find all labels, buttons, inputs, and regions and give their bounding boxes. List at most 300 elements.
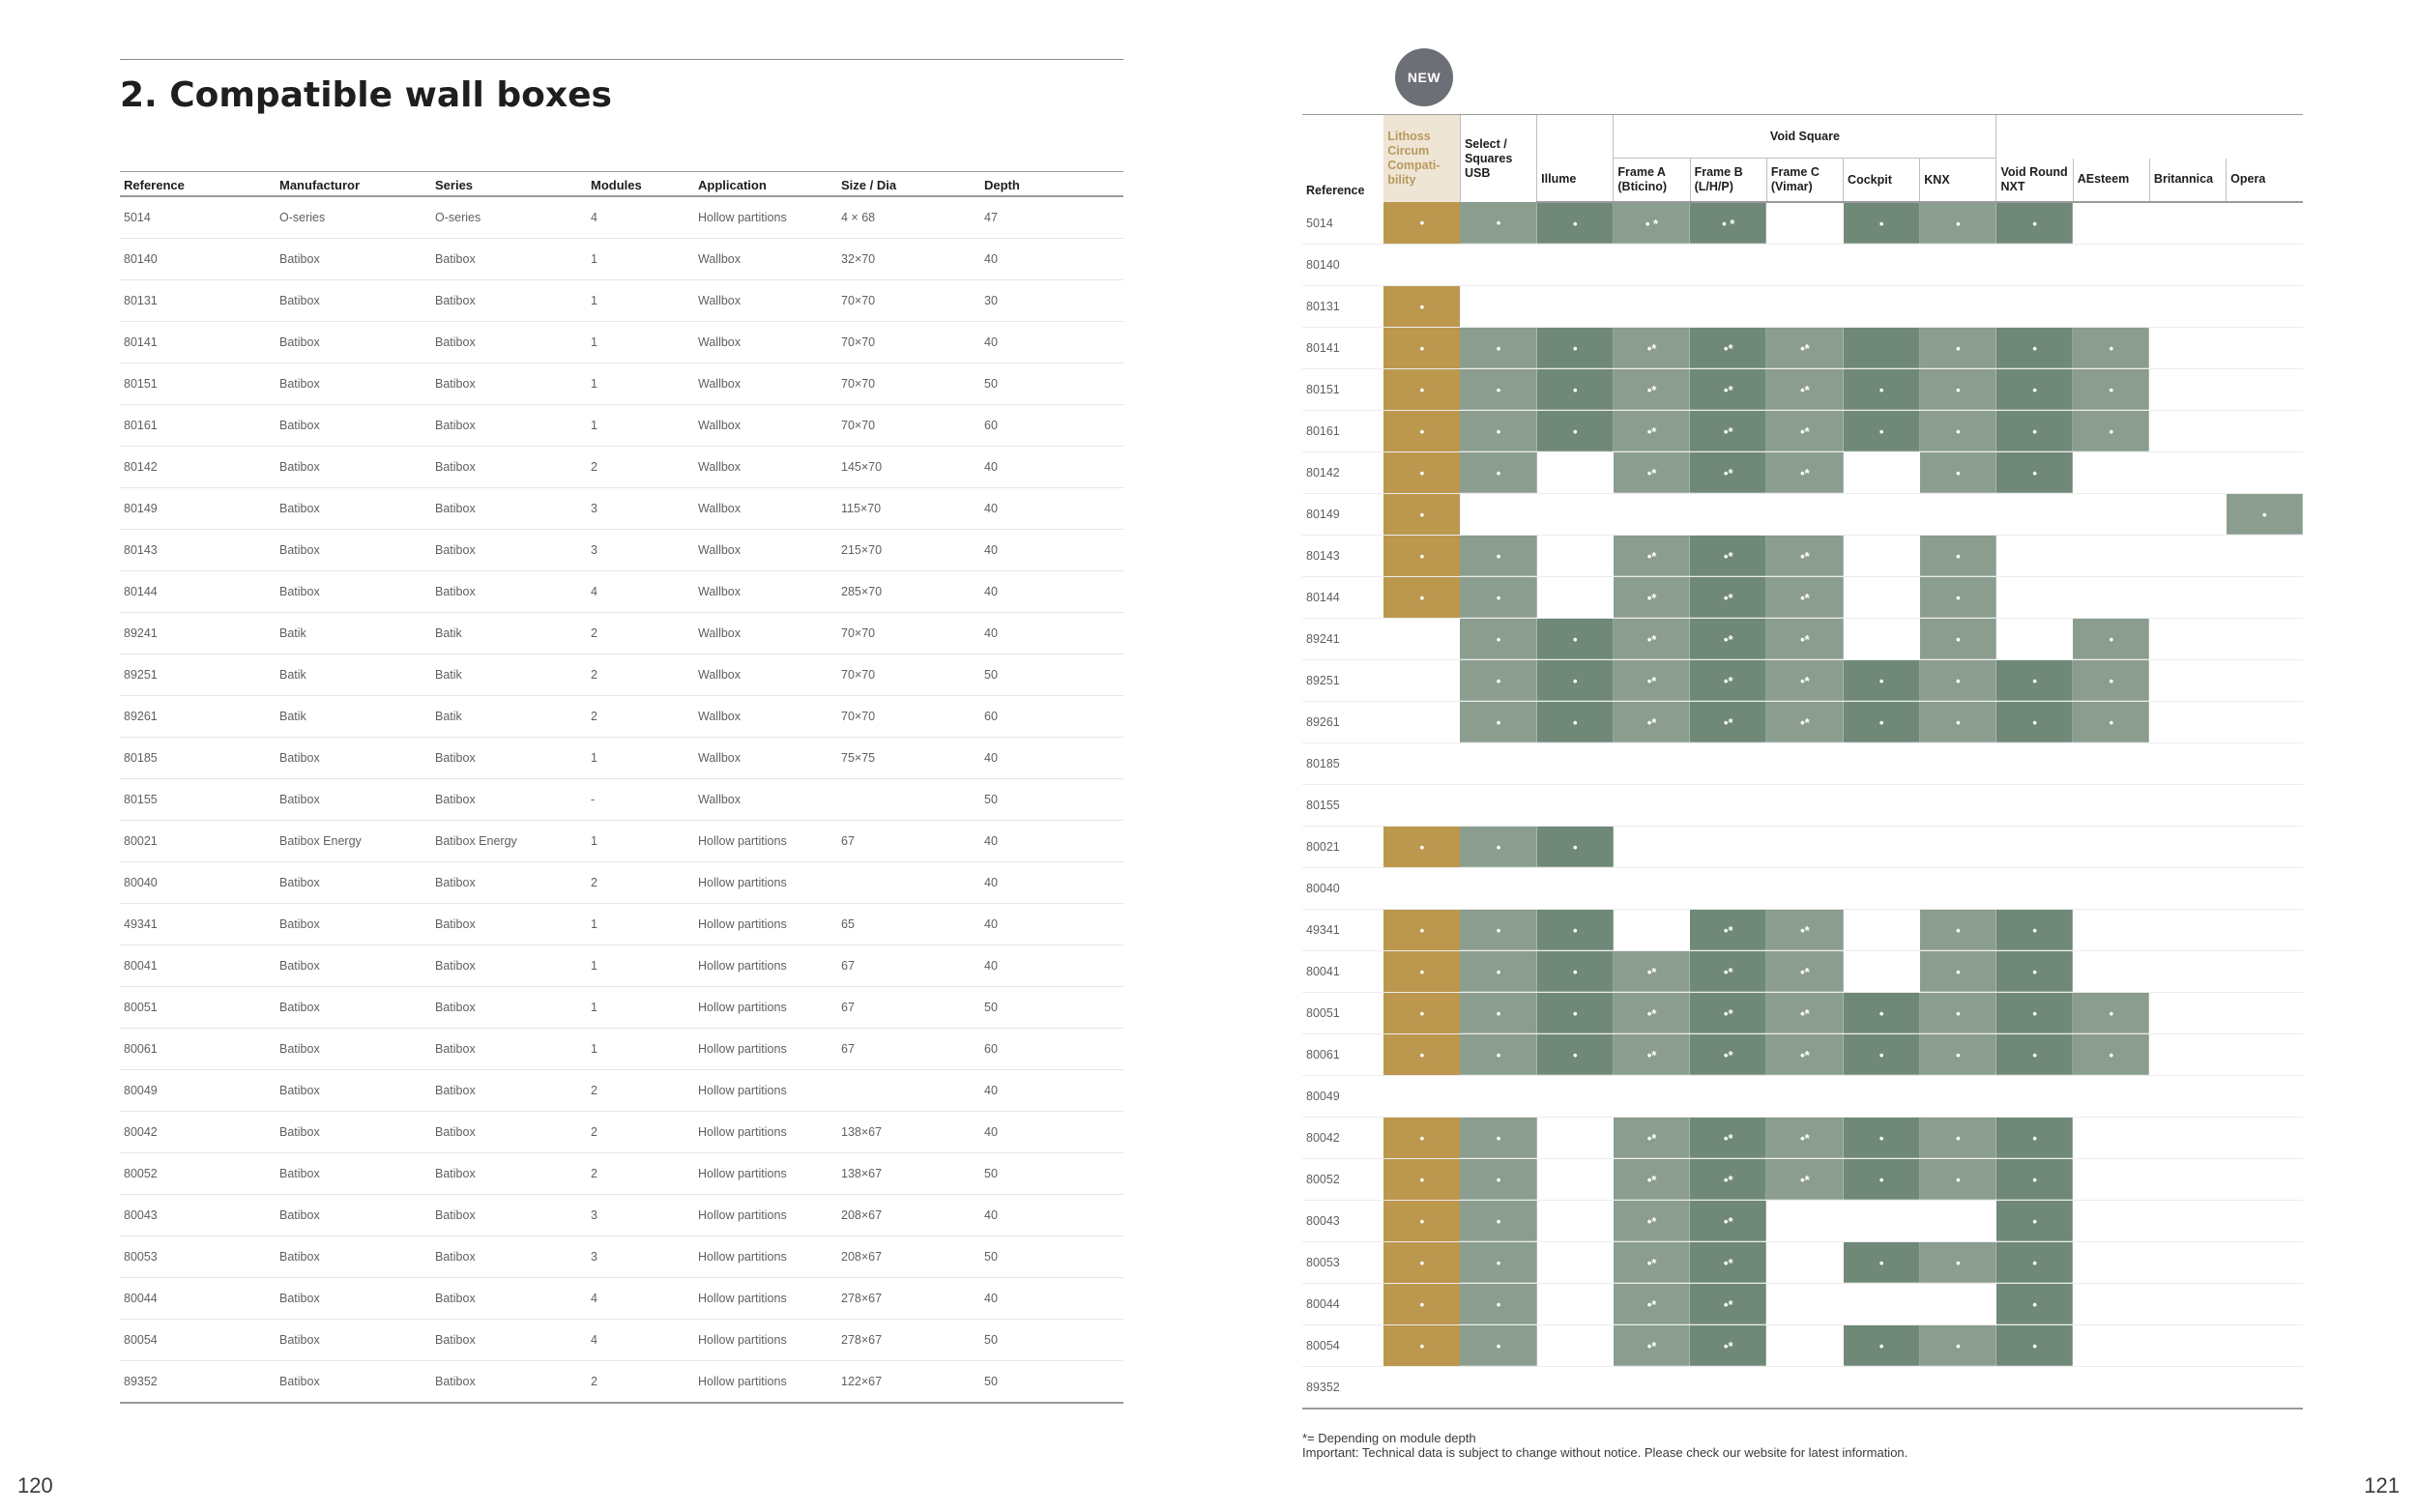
compatibility-mark: •* bbox=[1723, 1130, 1733, 1146]
matrix-cell-cockpit bbox=[1844, 411, 1920, 452]
matrix-cell-reference: 80021 bbox=[1302, 827, 1383, 868]
matrix-cell-britannica bbox=[2149, 1076, 2226, 1118]
spec-cell-depth: 50 bbox=[980, 1361, 1123, 1404]
matrix-cell-britannica bbox=[2149, 1325, 2226, 1367]
matrix-cell-reference: 80051 bbox=[1302, 993, 1383, 1034]
matrix-cell-reference: 80041 bbox=[1302, 951, 1383, 993]
matrix-cell-select bbox=[1460, 619, 1536, 660]
compatibility-mark: • bbox=[2109, 1047, 2114, 1062]
matrix-cell-illume bbox=[1537, 369, 1614, 411]
matrix-cell-illume bbox=[1537, 951, 1614, 993]
matrix-cell-cockpit bbox=[1844, 1242, 1920, 1284]
matrix-cell-illume bbox=[1537, 743, 1614, 785]
matrix-row bbox=[1302, 785, 2303, 827]
compatibility-mark: • bbox=[2032, 964, 2037, 979]
matrix-row bbox=[1302, 1118, 2303, 1159]
matrix-cell-illume bbox=[1537, 1118, 1614, 1159]
matrix-cell-frame-a bbox=[1614, 660, 1690, 702]
matrix-cell-void-round bbox=[1996, 951, 2073, 993]
compatibility-mark: •* bbox=[1646, 964, 1657, 979]
matrix-cell-lithoss bbox=[1383, 868, 1460, 910]
spec-cell-series: Batibox bbox=[431, 363, 587, 405]
matrix-cell-lithoss bbox=[1383, 660, 1460, 702]
matrix-cell-opera bbox=[2227, 494, 2303, 536]
spec-cell-application: Hollow partitions bbox=[694, 1361, 837, 1404]
spec-cell-reference: 80053 bbox=[120, 1236, 276, 1278]
matrix-cell-illume bbox=[1537, 328, 1614, 369]
matrix-cell-frame-b bbox=[1690, 702, 1766, 743]
compatibility-mark: • bbox=[1956, 673, 1961, 688]
compatibility-mark: •* bbox=[1646, 382, 1657, 397]
spec-cell-series: Batibox bbox=[431, 1320, 587, 1361]
spec-cell-depth: 50 bbox=[980, 987, 1123, 1029]
spec-cell-size: 122×67 bbox=[837, 1361, 980, 1404]
matrix-cell-select bbox=[1460, 286, 1536, 328]
compatibility-mark: • bbox=[2109, 714, 2114, 730]
spec-cell-series: Batibox bbox=[431, 280, 587, 322]
spec-cell-modules: 2 bbox=[587, 696, 694, 738]
matrix-cell-frame-c bbox=[1766, 1159, 1843, 1201]
matrix-row bbox=[1302, 577, 2303, 619]
matrix-cell-aesteem bbox=[2073, 536, 2149, 577]
matrix-cell-opera bbox=[2227, 411, 2303, 452]
matrix-cell-frame-c bbox=[1766, 411, 1843, 452]
matrix-cell-select bbox=[1460, 245, 1536, 286]
compatibility-mark: • bbox=[2032, 922, 2037, 938]
matrix-cell-knx bbox=[1920, 286, 1996, 328]
spec-cell-manufacturor: Batibox bbox=[276, 239, 431, 280]
matrix-cell-reference: 80185 bbox=[1302, 743, 1383, 785]
matrix-cell-cockpit bbox=[1844, 328, 1920, 369]
matrix-cell-select bbox=[1460, 536, 1536, 577]
matrix-cell-select bbox=[1460, 1034, 1536, 1076]
spec-cell-series: Batibox bbox=[431, 1029, 587, 1070]
matrix-cell-frame-b bbox=[1690, 1118, 1766, 1159]
compatibility-mark: •* bbox=[1723, 714, 1733, 730]
compatibility-mark: • bbox=[1419, 1005, 1425, 1021]
matrix-cell-illume bbox=[1537, 202, 1614, 245]
matrix-cell-frame-c bbox=[1766, 1076, 1843, 1118]
compatibility-mark: • bbox=[1419, 1213, 1425, 1229]
matrix-cell-frame-a bbox=[1614, 910, 1690, 951]
spec-cell-modules: 1 bbox=[587, 280, 694, 322]
matrix-cell-illume bbox=[1537, 1242, 1614, 1284]
compatibility-mark: • bbox=[1878, 714, 1884, 730]
matrix-cell-cockpit bbox=[1844, 1325, 1920, 1367]
matrix-cell-opera bbox=[2227, 619, 2303, 660]
compatibility-mark: • bbox=[2032, 1005, 2037, 1021]
spec-cell-modules: 1 bbox=[587, 945, 694, 987]
compatibility-mark: • bbox=[1496, 1047, 1501, 1062]
compatibility-mark: • bbox=[1419, 1296, 1425, 1312]
matrix-cell-select bbox=[1460, 1367, 1536, 1410]
compatibility-mark: •* bbox=[1723, 964, 1733, 979]
spec-row bbox=[120, 1236, 1123, 1278]
matrix-cell-frame-a bbox=[1614, 452, 1690, 494]
compatibility-mark: • bbox=[1956, 1047, 1961, 1062]
spec-cell-reference: 49341 bbox=[120, 904, 276, 945]
spec-cell-application: Hollow partitions bbox=[694, 904, 837, 945]
compatibility-mark: • bbox=[1573, 673, 1578, 688]
top-rule bbox=[120, 59, 1123, 60]
compatibility-mark: • bbox=[1878, 1005, 1884, 1021]
matrix-cell-select bbox=[1460, 868, 1536, 910]
spec-cell-reference: 80040 bbox=[120, 862, 276, 904]
matrix-cell-void-round bbox=[1996, 1201, 2073, 1242]
spec-cell-size: 70×70 bbox=[837, 280, 980, 322]
matrix-header-reference: Reference bbox=[1302, 115, 1383, 203]
spec-cell-manufacturor: Batibox bbox=[276, 1320, 431, 1361]
compatibility-mark: • bbox=[2032, 1338, 2037, 1353]
spec-cell-application: Wallbox bbox=[694, 239, 837, 280]
spec-row bbox=[120, 945, 1123, 987]
matrix-cell-knx bbox=[1920, 1325, 1996, 1367]
matrix-cell-aesteem bbox=[2073, 702, 2149, 743]
matrix-cell-reference: 80043 bbox=[1302, 1201, 1383, 1242]
spec-cell-size: 215×70 bbox=[837, 530, 980, 571]
matrix-cell-knx bbox=[1920, 369, 1996, 411]
compatibility-mark: • bbox=[1419, 299, 1425, 314]
spec-cell-depth: 40 bbox=[980, 447, 1123, 488]
compatibility-mark: •* bbox=[1723, 465, 1733, 480]
compatibility-mark: • bbox=[1956, 1130, 1961, 1146]
matrix-cell-frame-a bbox=[1614, 369, 1690, 411]
matrix-header-select: Select / Squares USB bbox=[1460, 115, 1536, 203]
compatibility-mark: • bbox=[1419, 1172, 1425, 1187]
spec-cell-reference: 80061 bbox=[120, 1029, 276, 1070]
matrix-cell-knx bbox=[1920, 1367, 1996, 1410]
spec-cell-series: Batibox bbox=[431, 945, 587, 987]
matrix-row bbox=[1302, 1367, 2303, 1410]
matrix-cell-frame-b bbox=[1690, 743, 1766, 785]
matrix-cell-frame-b bbox=[1690, 1242, 1766, 1284]
spec-cell-application: Hollow partitions bbox=[694, 945, 837, 987]
page-number-right: 121 bbox=[2364, 1473, 2400, 1497]
footnote-depth: *= Depending on module depth bbox=[1302, 1431, 1476, 1445]
spec-cell-manufacturor: Batibox bbox=[276, 1112, 431, 1153]
spec-row bbox=[120, 1153, 1123, 1195]
spec-cell-manufacturor: Batibox Energy bbox=[276, 821, 431, 862]
matrix-header-aesteem: AEsteem bbox=[2073, 159, 2149, 203]
spec-cell-reference: 80131 bbox=[120, 280, 276, 322]
matrix-cell-reference: 89241 bbox=[1302, 619, 1383, 660]
spec-cell-depth: 40 bbox=[980, 322, 1123, 363]
spec-cell-modules: 2 bbox=[587, 862, 694, 904]
matrix-cell-lithoss bbox=[1383, 1242, 1460, 1284]
matrix-cell-reference: 80053 bbox=[1302, 1242, 1383, 1284]
matrix-cell-knx bbox=[1920, 1242, 1996, 1284]
matrix-header-cockpit: Cockpit bbox=[1844, 159, 1920, 203]
spec-cell-depth: 50 bbox=[980, 779, 1123, 821]
matrix-cell-void-round bbox=[1996, 369, 2073, 411]
compatibility-mark: •* bbox=[1723, 1047, 1733, 1062]
matrix-cell-britannica bbox=[2149, 1118, 2226, 1159]
spec-cell-reference: 80140 bbox=[120, 239, 276, 280]
matrix-cell-frame-c bbox=[1766, 743, 1843, 785]
spec-cell-depth: 60 bbox=[980, 1029, 1123, 1070]
compatibility-mark: • bbox=[2109, 340, 2114, 356]
matrix-cell-frame-c bbox=[1766, 245, 1843, 286]
spec-cell-reference: 80142 bbox=[120, 447, 276, 488]
spec-cell-depth: 60 bbox=[980, 696, 1123, 738]
header-depth: Depth bbox=[980, 172, 1123, 197]
matrix-cell-cockpit bbox=[1844, 743, 1920, 785]
spec-cell-manufacturor: Batibox bbox=[276, 405, 431, 447]
spec-cell-size: 70×70 bbox=[837, 322, 980, 363]
spec-cell-reference: 89352 bbox=[120, 1361, 276, 1404]
compatibility-mark: •* bbox=[1800, 382, 1810, 397]
compatibility-mark: • bbox=[1878, 423, 1884, 439]
compatibility-mark: •* bbox=[1646, 1130, 1657, 1146]
matrix-cell-britannica bbox=[2149, 1242, 2226, 1284]
compatibility-mark: • bbox=[1496, 1213, 1501, 1229]
compatibility-mark: • bbox=[2032, 465, 2037, 480]
matrix-cell-frame-b bbox=[1690, 660, 1766, 702]
spec-cell-size bbox=[837, 779, 980, 821]
spec-cell-depth: 40 bbox=[980, 738, 1123, 779]
matrix-cell-lithoss bbox=[1383, 245, 1460, 286]
spec-cell-manufacturor: Batibox bbox=[276, 987, 431, 1029]
matrix-cell-aesteem bbox=[2073, 202, 2149, 245]
matrix-cell-aesteem bbox=[2073, 1201, 2149, 1242]
spec-cell-depth: 50 bbox=[980, 654, 1123, 696]
matrix-header-knx: KNX bbox=[1920, 159, 1996, 203]
matrix-cell-frame-c bbox=[1766, 202, 1843, 245]
spec-cell-application: Hollow partitions bbox=[694, 1112, 837, 1153]
matrix-cell-knx bbox=[1920, 1118, 1996, 1159]
matrix-cell-frame-c bbox=[1766, 328, 1843, 369]
matrix-cell-opera bbox=[2227, 1367, 2303, 1410]
spec-row bbox=[120, 322, 1123, 363]
matrix-header-lithoss: Lithoss Circum Compati-bility bbox=[1383, 115, 1460, 203]
matrix-cell-frame-b bbox=[1690, 785, 1766, 827]
matrix-cell-knx bbox=[1920, 494, 1996, 536]
matrix-row bbox=[1302, 1076, 2303, 1118]
matrix-cell-illume bbox=[1537, 1034, 1614, 1076]
matrix-cell-aesteem bbox=[2073, 910, 2149, 951]
spec-row bbox=[120, 1029, 1123, 1070]
matrix-cell-lithoss bbox=[1383, 619, 1460, 660]
matrix-cell-cockpit bbox=[1844, 1076, 1920, 1118]
matrix-cell-frame-b bbox=[1690, 951, 1766, 993]
matrix-cell-frame-a bbox=[1614, 577, 1690, 619]
compatibility-mark: • * bbox=[1645, 216, 1659, 231]
matrix-cell-aesteem bbox=[2073, 951, 2149, 993]
matrix-cell-aesteem bbox=[2073, 286, 2149, 328]
matrix-cell-reference: 80143 bbox=[1302, 536, 1383, 577]
compatibility-mark: • bbox=[1496, 1338, 1501, 1353]
compatibility-mark: •* bbox=[1646, 1296, 1657, 1312]
spec-cell-application: Hollow partitions bbox=[694, 1195, 837, 1236]
matrix-cell-cockpit bbox=[1844, 286, 1920, 328]
spec-cell-application: Hollow partitions bbox=[694, 1320, 837, 1361]
matrix-cell-britannica bbox=[2149, 1201, 2226, 1242]
footnote-disclaimer: Important: Technical data is subject to change without notice. Please check our website for latest information. bbox=[1302, 1445, 1908, 1460]
spec-cell-series: Batibox Energy bbox=[431, 821, 587, 862]
matrix-cell-opera bbox=[2227, 993, 2303, 1034]
spec-cell-manufacturor: Batibox bbox=[276, 571, 431, 613]
compatibility-mark: •* bbox=[1646, 1255, 1657, 1270]
matrix-row bbox=[1302, 702, 2303, 743]
matrix-cell-cockpit bbox=[1844, 1118, 1920, 1159]
matrix-cell-knx bbox=[1920, 785, 1996, 827]
matrix-cell-cockpit bbox=[1844, 245, 1920, 286]
matrix-cell-void-round bbox=[1996, 660, 2073, 702]
spec-cell-manufacturor: Batibox bbox=[276, 779, 431, 821]
compatibility-mark: •* bbox=[1800, 590, 1810, 605]
spec-cell-series: Batibox bbox=[431, 239, 587, 280]
matrix-cell-frame-c bbox=[1766, 1242, 1843, 1284]
matrix-cell-frame-a bbox=[1614, 1242, 1690, 1284]
spec-cell-reference: 80143 bbox=[120, 530, 276, 571]
spec-cell-series: Batik bbox=[431, 613, 587, 654]
matrix-cell-knx bbox=[1920, 1284, 1996, 1325]
compatibility-mark: •* bbox=[1800, 631, 1810, 647]
matrix-cell-frame-c bbox=[1766, 827, 1843, 868]
spec-cell-manufacturor: Batibox bbox=[276, 1195, 431, 1236]
spec-cell-manufacturor: Batibox bbox=[276, 1278, 431, 1320]
matrix-cell-frame-a bbox=[1614, 1159, 1690, 1201]
matrix-cell-frame-a bbox=[1614, 1367, 1690, 1410]
spec-cell-size: 145×70 bbox=[837, 447, 980, 488]
spec-cell-depth: 40 bbox=[980, 571, 1123, 613]
wall-box-spec-table bbox=[120, 171, 1123, 1404]
spec-row bbox=[120, 862, 1123, 904]
matrix-cell-britannica bbox=[2149, 743, 2226, 785]
spec-cell-modules: 2 bbox=[587, 613, 694, 654]
spec-cell-modules: 2 bbox=[587, 447, 694, 488]
matrix-cell-void-round bbox=[1996, 702, 2073, 743]
matrix-row bbox=[1302, 1201, 2303, 1242]
matrix-cell-illume bbox=[1537, 411, 1614, 452]
spec-cell-size: 278×67 bbox=[837, 1320, 980, 1361]
spec-cell-reference: 80049 bbox=[120, 1070, 276, 1112]
matrix-cell-lithoss bbox=[1383, 536, 1460, 577]
spec-cell-modules: 1 bbox=[587, 405, 694, 447]
matrix-cell-illume bbox=[1537, 536, 1614, 577]
matrix-cell-reference: 80140 bbox=[1302, 245, 1383, 286]
matrix-cell-frame-a bbox=[1614, 827, 1690, 868]
matrix-cell-frame-c bbox=[1766, 1201, 1843, 1242]
spec-cell-size: 75×75 bbox=[837, 738, 980, 779]
spec-cell-manufacturor: Batibox bbox=[276, 447, 431, 488]
spec-row bbox=[120, 1361, 1123, 1404]
spec-cell-reference: 80021 bbox=[120, 821, 276, 862]
compatibility-mark: • bbox=[1419, 590, 1425, 605]
matrix-cell-frame-a bbox=[1614, 951, 1690, 993]
compatibility-mark: • bbox=[1496, 839, 1501, 855]
matrix-row bbox=[1302, 827, 2303, 868]
matrix-cell-void-round bbox=[1996, 1367, 2073, 1410]
matrix-cell-frame-c bbox=[1766, 785, 1843, 827]
matrix-cell-opera bbox=[2227, 1034, 2303, 1076]
matrix-row bbox=[1302, 202, 2303, 245]
compatibility-mark: •* bbox=[1723, 922, 1733, 938]
matrix-cell-opera bbox=[2227, 452, 2303, 494]
spec-cell-size: 70×70 bbox=[837, 363, 980, 405]
matrix-cell-britannica bbox=[2149, 536, 2226, 577]
matrix-cell-select bbox=[1460, 827, 1536, 868]
matrix-cell-lithoss bbox=[1383, 1325, 1460, 1367]
header-reference: Reference bbox=[120, 172, 276, 197]
spec-cell-depth: 40 bbox=[980, 488, 1123, 530]
matrix-cell-illume bbox=[1537, 702, 1614, 743]
spec-cell-series: Batibox bbox=[431, 1195, 587, 1236]
matrix-cell-frame-b bbox=[1690, 619, 1766, 660]
compatibility-mark: •* bbox=[1723, 1213, 1733, 1229]
matrix-cell-frame-a bbox=[1614, 743, 1690, 785]
spec-cell-manufacturor: O-series bbox=[276, 196, 431, 239]
spec-row bbox=[120, 1195, 1123, 1236]
compatibility-mark: • bbox=[1419, 465, 1425, 480]
matrix-cell-illume bbox=[1537, 868, 1614, 910]
matrix-cell-select bbox=[1460, 1201, 1536, 1242]
spec-cell-series: Batibox bbox=[431, 405, 587, 447]
matrix-cell-frame-a bbox=[1614, 245, 1690, 286]
matrix-cell-illume bbox=[1537, 577, 1614, 619]
matrix-cell-cockpit bbox=[1844, 868, 1920, 910]
matrix-cell-frame-b bbox=[1690, 369, 1766, 411]
matrix-cell-britannica bbox=[2149, 827, 2226, 868]
compatibility-mark: •* bbox=[1646, 1213, 1657, 1229]
spec-cell-reference: 80044 bbox=[120, 1278, 276, 1320]
matrix-row bbox=[1302, 369, 2303, 411]
matrix-cell-void-round bbox=[1996, 1284, 2073, 1325]
spec-cell-modules: 2 bbox=[587, 1070, 694, 1112]
matrix-cell-britannica bbox=[2149, 452, 2226, 494]
compatibility-mark: • bbox=[1956, 964, 1961, 979]
matrix-cell-frame-b bbox=[1690, 910, 1766, 951]
matrix-row bbox=[1302, 743, 2303, 785]
matrix-cell-void-round bbox=[1996, 785, 2073, 827]
matrix-cell-frame-a bbox=[1614, 993, 1690, 1034]
header-size: Size / Dia bbox=[837, 172, 980, 197]
matrix-cell-frame-c bbox=[1766, 1118, 1843, 1159]
spec-cell-size: 70×70 bbox=[837, 405, 980, 447]
matrix-cell-britannica bbox=[2149, 286, 2226, 328]
matrix-cell-void-round bbox=[1996, 1159, 2073, 1201]
matrix-row bbox=[1302, 868, 2303, 910]
compatibility-mark: • bbox=[1496, 1296, 1501, 1312]
spec-cell-modules: 1 bbox=[587, 987, 694, 1029]
spec-cell-modules: 3 bbox=[587, 1236, 694, 1278]
page-title: 2. Compatible wall boxes bbox=[120, 75, 612, 115]
matrix-cell-aesteem bbox=[2073, 827, 2149, 868]
new-badge: NEW bbox=[1395, 48, 1453, 106]
compatibility-mark: • bbox=[1956, 714, 1961, 730]
spec-cell-series: Batibox bbox=[431, 1236, 587, 1278]
compatibility-mark: •* bbox=[1800, 964, 1810, 979]
spec-cell-depth: 50 bbox=[980, 1153, 1123, 1195]
spec-row bbox=[120, 779, 1123, 821]
matrix-cell-select bbox=[1460, 411, 1536, 452]
compatibility-mark: • bbox=[2262, 507, 2267, 522]
matrix-cell-britannica bbox=[2149, 1034, 2226, 1076]
spec-row bbox=[120, 821, 1123, 862]
compatibility-mark: • bbox=[2032, 1213, 2037, 1229]
spec-row bbox=[120, 738, 1123, 779]
spec-cell-depth: 40 bbox=[980, 862, 1123, 904]
matrix-row bbox=[1302, 411, 2303, 452]
matrix-cell-knx bbox=[1920, 452, 1996, 494]
matrix-cell-select bbox=[1460, 1284, 1536, 1325]
matrix-cell-opera bbox=[2227, 910, 2303, 951]
matrix-cell-reference: 80054 bbox=[1302, 1325, 1383, 1367]
matrix-cell-illume bbox=[1537, 1284, 1614, 1325]
matrix-cell-opera bbox=[2227, 1284, 2303, 1325]
matrix-cell-lithoss bbox=[1383, 1284, 1460, 1325]
spec-cell-size: 278×67 bbox=[837, 1278, 980, 1320]
